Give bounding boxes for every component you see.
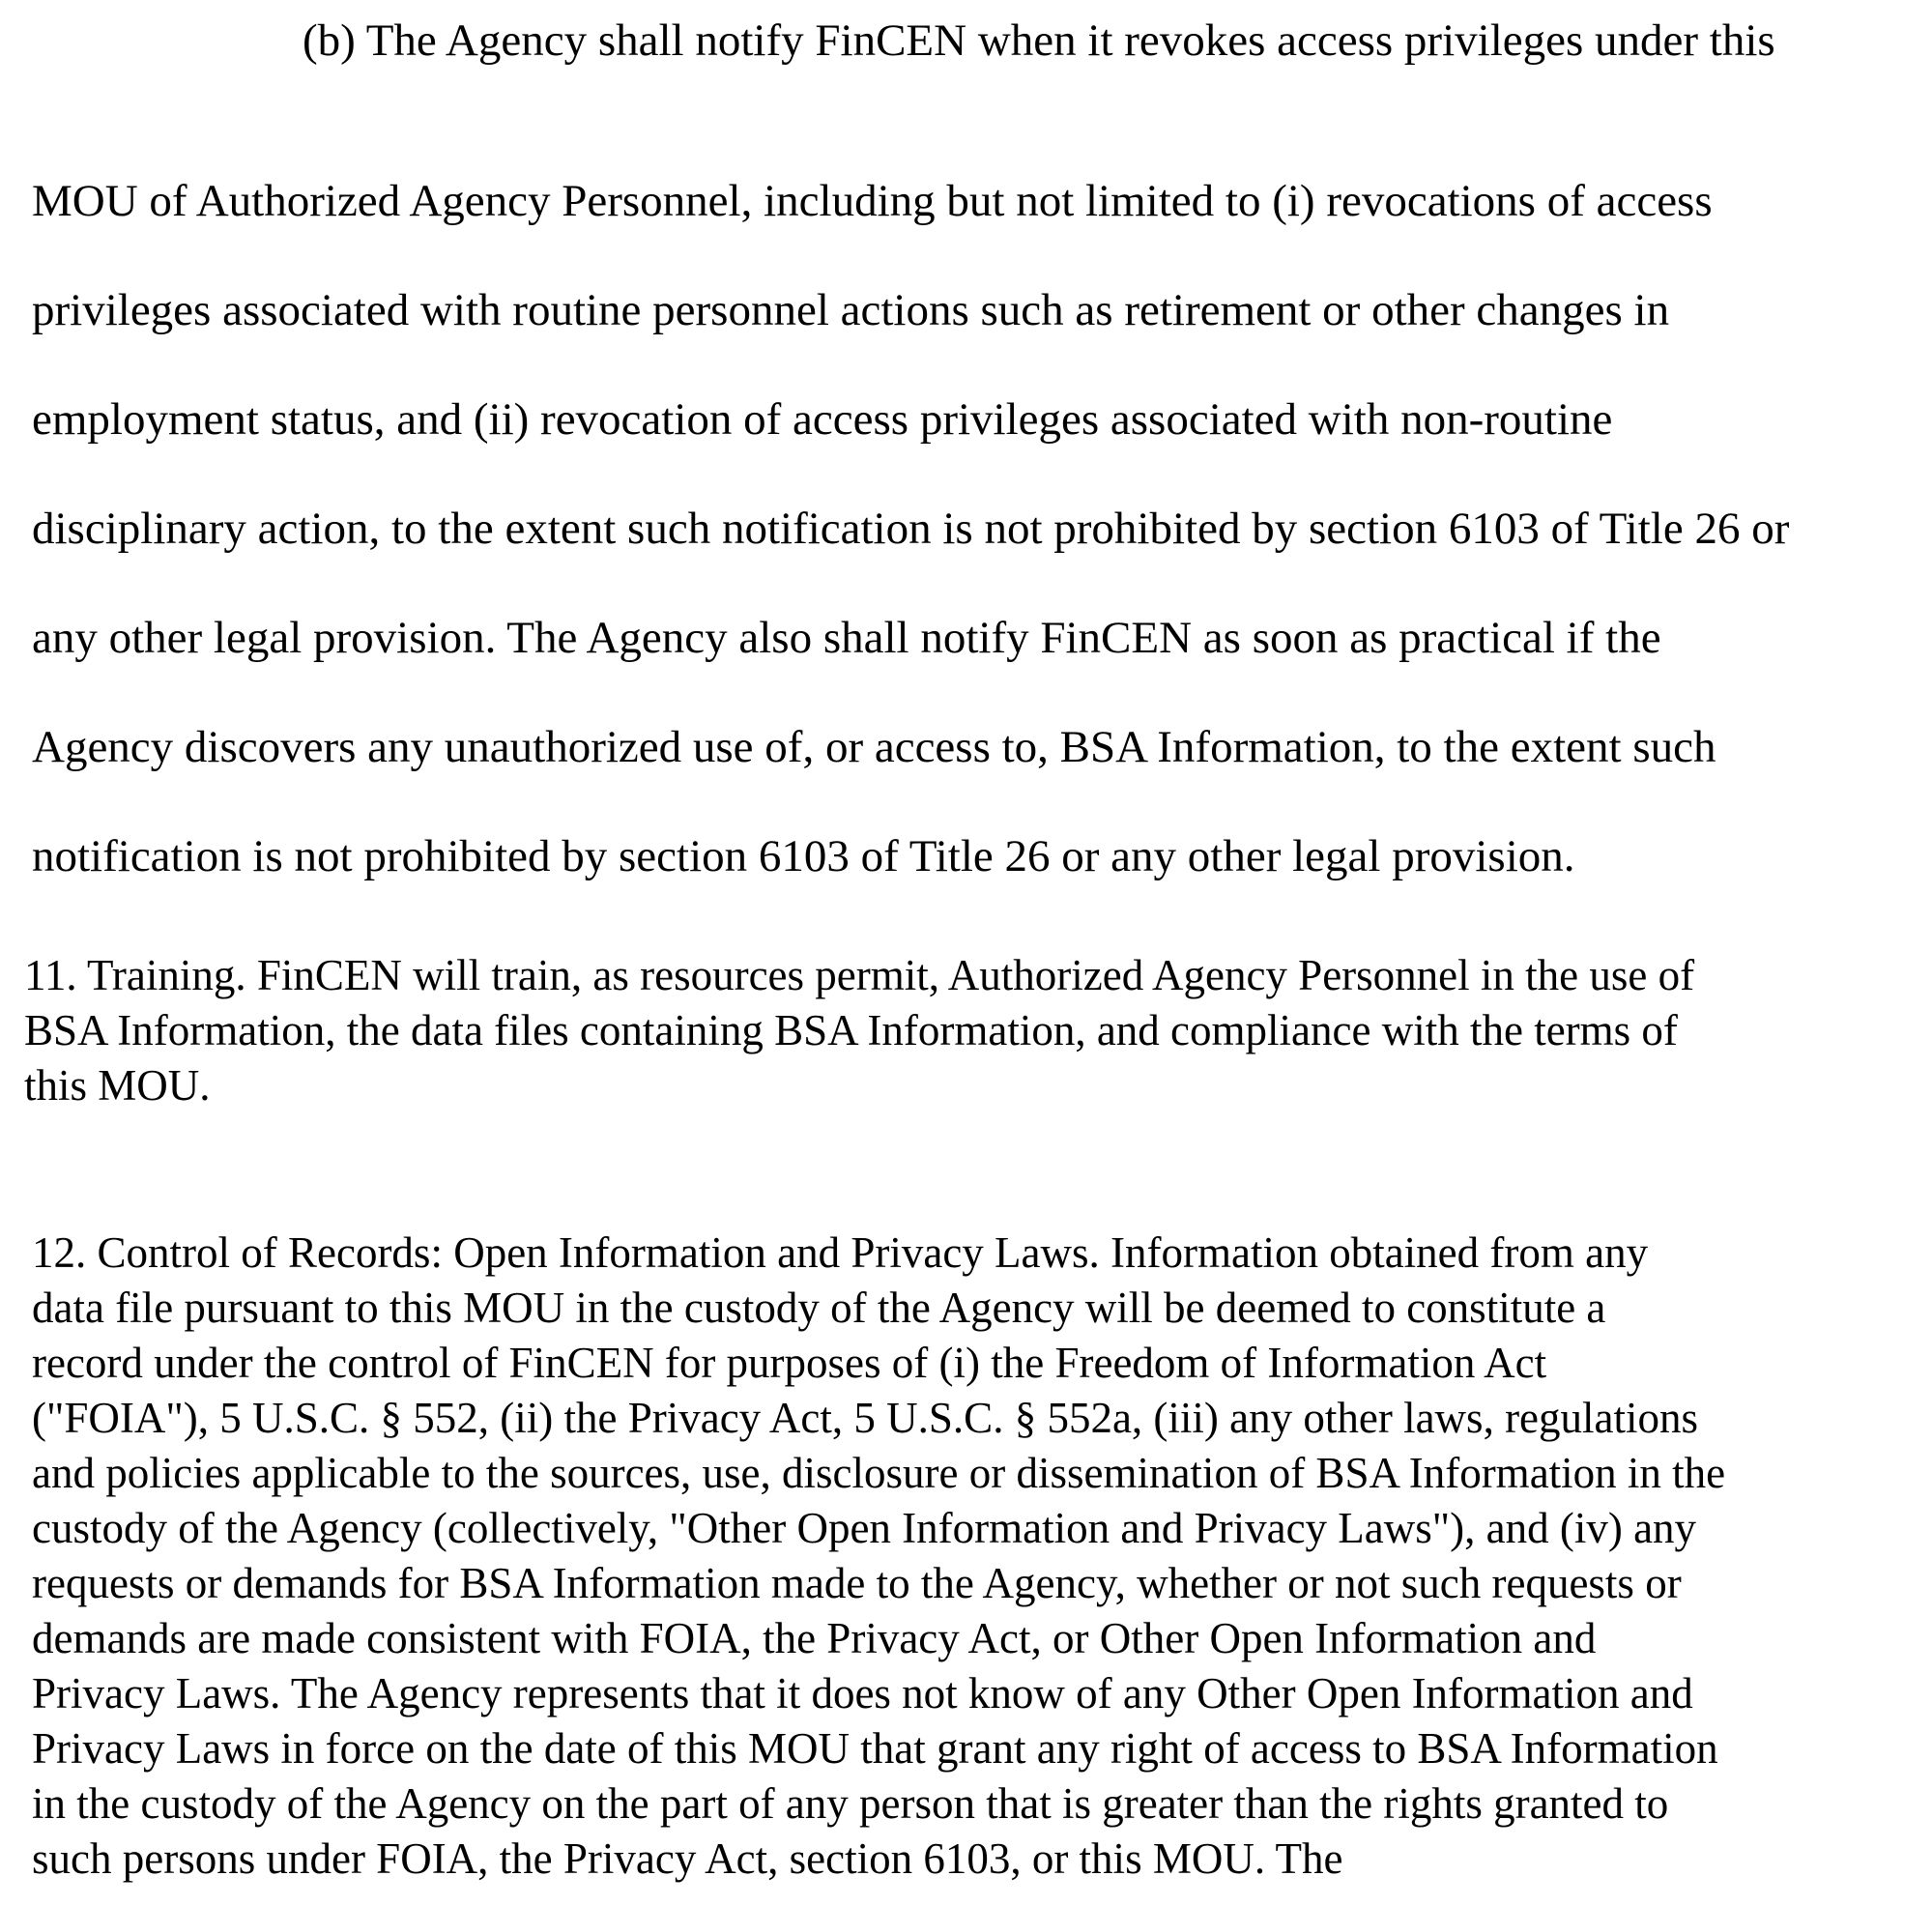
paragraph-b-line: any other legal provision. The Agency also shall notify FinCEN as soon as practical if the xyxy=(32,613,1661,663)
section-12-line: and policies applicable to the sources, use, disclosure or dissemination of BSA Information in the xyxy=(32,1449,1726,1497)
section-12-line: Privacy Laws. The Agency represents that it does not know of any Other Open Information and xyxy=(32,1669,1693,1717)
section-11-line: BSA Information, the data files containing BSA Information, and compliance with the terms of xyxy=(24,1006,1678,1054)
section-12-line: requests or demands for BSA Information made to the Agency, whether or not such requests or xyxy=(32,1559,1682,1607)
section-12-line: custody of the Agency (collectively, "Other Open Information and Privacy Laws"), and (iv) any xyxy=(32,1504,1697,1552)
paragraph-b-line: Agency discovers any unauthorized use of, or access to, BSA Information, to the extent such xyxy=(32,722,1716,772)
paragraph-b-line: notification is not prohibited by section 6103 of Title 26 or any other legal provision. xyxy=(32,831,1575,881)
paragraph-b-line: (b) The Agency shall notify FinCEN when it revokes access privileges under this xyxy=(303,15,1775,66)
section-12-line: in the custody of the Agency on the part of any person that is greater than the rights granted to xyxy=(32,1779,1669,1828)
section-12-line: demands are made consistent with FOIA, the Privacy Act, or Other Open Information and xyxy=(32,1614,1597,1662)
section-12-line: data file pursuant to this MOU in the custody of the Agency will be deemed to constitute a xyxy=(32,1284,1606,1332)
section-12-line: 12. Control of Records: Open Information and Privacy Laws. Information obtained from any xyxy=(32,1228,1649,1277)
section-12-line: Privacy Laws in force on the date of this MOU that grant any right of access to BSA Information xyxy=(32,1724,1718,1773)
paragraph-b-line: MOU of Authorized Agency Personnel, including but not limited to (i) revocations of access xyxy=(32,176,1713,226)
section-11-line: this MOU. xyxy=(24,1061,211,1110)
section-11-line: 11. Training. FinCEN will train, as resources permit, Authorized Agency Personnel in the use of xyxy=(24,951,1695,999)
paragraph-b-line: disciplinary action, to the extent such notification is not prohibited by section 6103 of Title 26 or xyxy=(32,504,1790,554)
section-12-line: such persons under FOIA, the Privacy Act, section 6103, or this MOU. The xyxy=(32,1834,1343,1883)
section-12-line: ("FOIA"), 5 U.S.C. § 552, (ii) the Privacy Act, 5 U.S.C. § 552a, (iii) any other laws, regulations xyxy=(32,1394,1699,1442)
paragraph-b-line: employment status, and (ii) revocation of access privileges associated with non-routine xyxy=(32,394,1613,445)
paragraph-b-line: privileges associated with routine personnel actions such as retirement or other changes in xyxy=(32,285,1670,335)
section-12-line: record under the control of FinCEN for purposes of (i) the Freedom of Information Act xyxy=(32,1339,1547,1387)
